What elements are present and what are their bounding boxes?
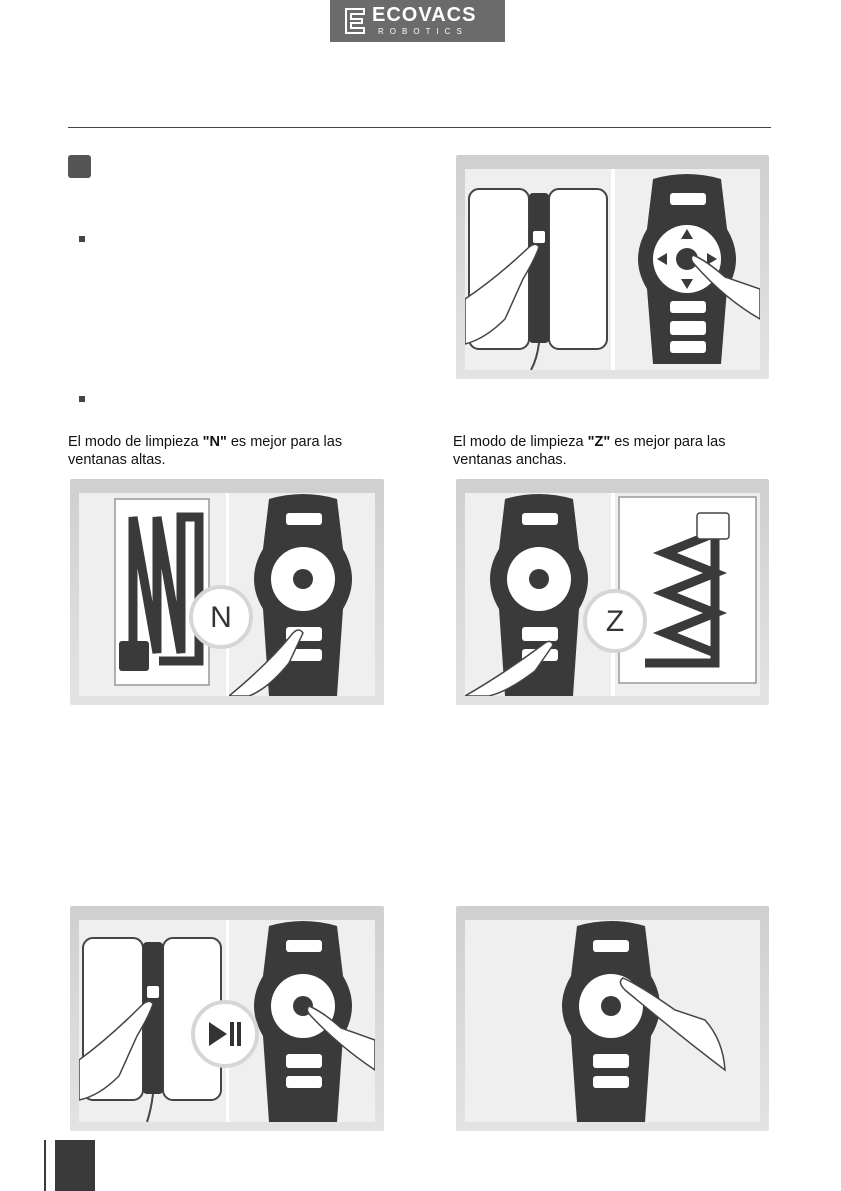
play-pause-badge (191, 1000, 259, 1068)
z-mode-badge (583, 589, 647, 653)
illustration-panel-start (456, 155, 769, 379)
bullet-icon (79, 236, 85, 242)
header-divider (68, 127, 771, 128)
page-number-tab (55, 1140, 95, 1191)
illustration-panel-pause (70, 906, 384, 1131)
remote-up-button-illustration (465, 920, 760, 1122)
illustration-panel-z-mode (456, 479, 769, 705)
n-mode-caption: El modo de limpieza "N" es mejor para las ventanas altas. (68, 434, 343, 468)
illustration-panel-n-mode (70, 479, 384, 705)
remote-z-button-illustration (465, 493, 611, 696)
remote-control-illustration (615, 169, 760, 370)
z-path-illustration (615, 493, 760, 696)
brand-tagline: ROBOTICS (378, 27, 468, 36)
bullet-icon (79, 396, 85, 402)
page-edge-marker (44, 1140, 46, 1191)
z-mode-badge-label: Z (605, 605, 625, 638)
step-number-box (68, 155, 91, 178)
illustration-panel-remote-up (456, 906, 769, 1131)
n-mode-badge-label: N (210, 601, 232, 634)
ecovacs-logo-icon (344, 7, 366, 35)
remote-n-button-illustration (229, 493, 375, 696)
z-mode-caption: El modo de limpieza "Z" es mejor para las ventanas anchas. (453, 434, 726, 468)
robot-on-window-illustration (465, 169, 611, 370)
brand-logo (330, 0, 505, 42)
brand-name: ECOVACS (372, 4, 477, 26)
n-mode-badge (189, 585, 253, 649)
play-pause-icon (195, 1004, 255, 1064)
